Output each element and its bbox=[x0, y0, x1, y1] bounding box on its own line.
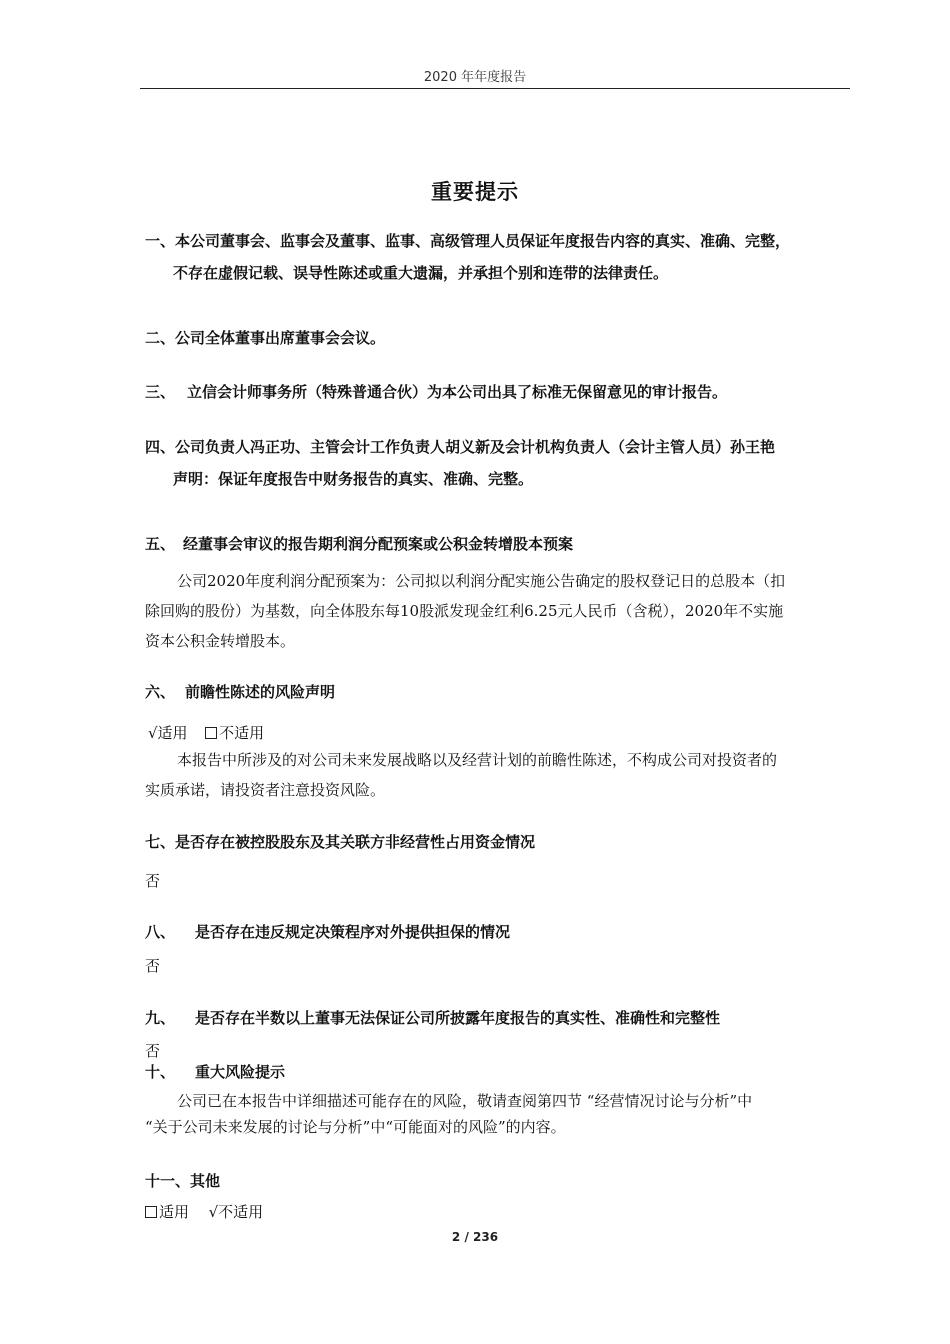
item-11-option-applicable: 适用 bbox=[159, 1203, 190, 1221]
item-10-heading: 重大风险提示 bbox=[195, 1063, 286, 1081]
item-4-line-1: 四、公司负责人冯正功、主管会计工作负责人胡义新及会计机构负责人（会计主管人员）孙王艳 bbox=[145, 438, 776, 456]
item-3-number: 三、 bbox=[145, 383, 176, 401]
item-6-body-line-1: 本报告中所涉及的对公司未来发展战略以及经营计划的前瞻性陈述，不构成公司对投资者的 bbox=[177, 751, 778, 769]
item-6-number: 六、 bbox=[145, 683, 176, 701]
item-6-body bbox=[145, 745, 850, 805]
item-6-heading: 前瞻性陈述的风险声明 bbox=[185, 683, 336, 701]
item-4-line-2: 声明：保证年度报告中财务报告的真实、准确、完整。 bbox=[173, 470, 534, 488]
item-10-body-line-1: 公司已在本报告中详细描述可能存在的风险，敬请查阅第四节 “经营情况讨论与分析”中 bbox=[177, 1092, 753, 1110]
item-10-body bbox=[145, 1088, 850, 1140]
item-1-line-1: 一、本公司董事会、监事会及董事、监事、高级管理人员保证年度报告内容的真实、准确、完整， bbox=[145, 232, 791, 250]
item-2: 二、公司全体董事出席董事会会议。 bbox=[145, 329, 386, 347]
item-8-heading: 是否存在违反规定决策程序对外提供担保的情况 bbox=[195, 923, 511, 941]
item-5-heading: 经董事会审议的报告期利润分配预案或公积金转增股本预案 bbox=[183, 535, 574, 553]
item-6-option-applicable: √适用 bbox=[148, 724, 188, 742]
item-10-number: 十、 bbox=[145, 1063, 176, 1081]
item-5-body-line-3: 资本公积金转增股本。 bbox=[145, 632, 296, 650]
item-7-heading: 七、是否存在被控股股东及其关联方非经营性占用资金情况 bbox=[145, 833, 536, 851]
item-6-option-not-applicable: 不适用 bbox=[219, 724, 265, 742]
item-6-checkbox-empty bbox=[205, 727, 217, 739]
item-6-options bbox=[148, 722, 264, 743]
item-8-number: 八、 bbox=[145, 923, 176, 941]
item-8-answer: 否 bbox=[145, 957, 161, 975]
item-9-answer: 否 bbox=[145, 1042, 161, 1060]
item-6-body-line-2: 实质承诺，请投资者注意投资风险。 bbox=[145, 781, 386, 799]
item-11-options bbox=[145, 1201, 263, 1222]
item-9-number: 九、 bbox=[145, 1009, 176, 1027]
item-3-text: 立信会计师事务所（特殊普通合伙）为本公司出具了标准无保留意见的审计报告。 bbox=[187, 383, 728, 401]
item-5-body bbox=[145, 566, 850, 656]
item-5-body-line-2: 除回购的股份）为基数，向全体股东每10股派发现金红利6.25元人民币（含税），2020年不实施 bbox=[145, 602, 784, 620]
item-11-option-not-applicable: √不适用 bbox=[208, 1203, 264, 1221]
page-number: 2 / 236 bbox=[451, 1230, 499, 1244]
item-9-heading: 是否存在半数以上董事无法保证公司所披露年度报告的真实性、准确性和完整性 bbox=[195, 1009, 721, 1027]
item-1-line-2: 不存在虚假记载、误导性陈述或重大遗漏，并承担个别和连带的法律责任。 bbox=[173, 264, 669, 282]
item-5-number: 五、 bbox=[145, 535, 176, 553]
page-title: 重要提示 bbox=[431, 180, 519, 204]
page-header-title: 2020 年年度报告 bbox=[423, 70, 527, 85]
item-11-checkbox-empty bbox=[145, 1206, 157, 1218]
item-7-answer: 否 bbox=[145, 872, 161, 890]
header-divider bbox=[140, 88, 850, 89]
item-10-body-line-2: “关于公司未来发展的讨论与分析”中“可能面对的风险”的内容。 bbox=[145, 1118, 566, 1136]
item-5-body-line-1: 公司2020年度利润分配预案为：公司拟以利润分配实施公告确定的股权登记日的总股本（扣 bbox=[177, 572, 786, 590]
item-11-heading: 十一、其他 bbox=[145, 1172, 221, 1190]
